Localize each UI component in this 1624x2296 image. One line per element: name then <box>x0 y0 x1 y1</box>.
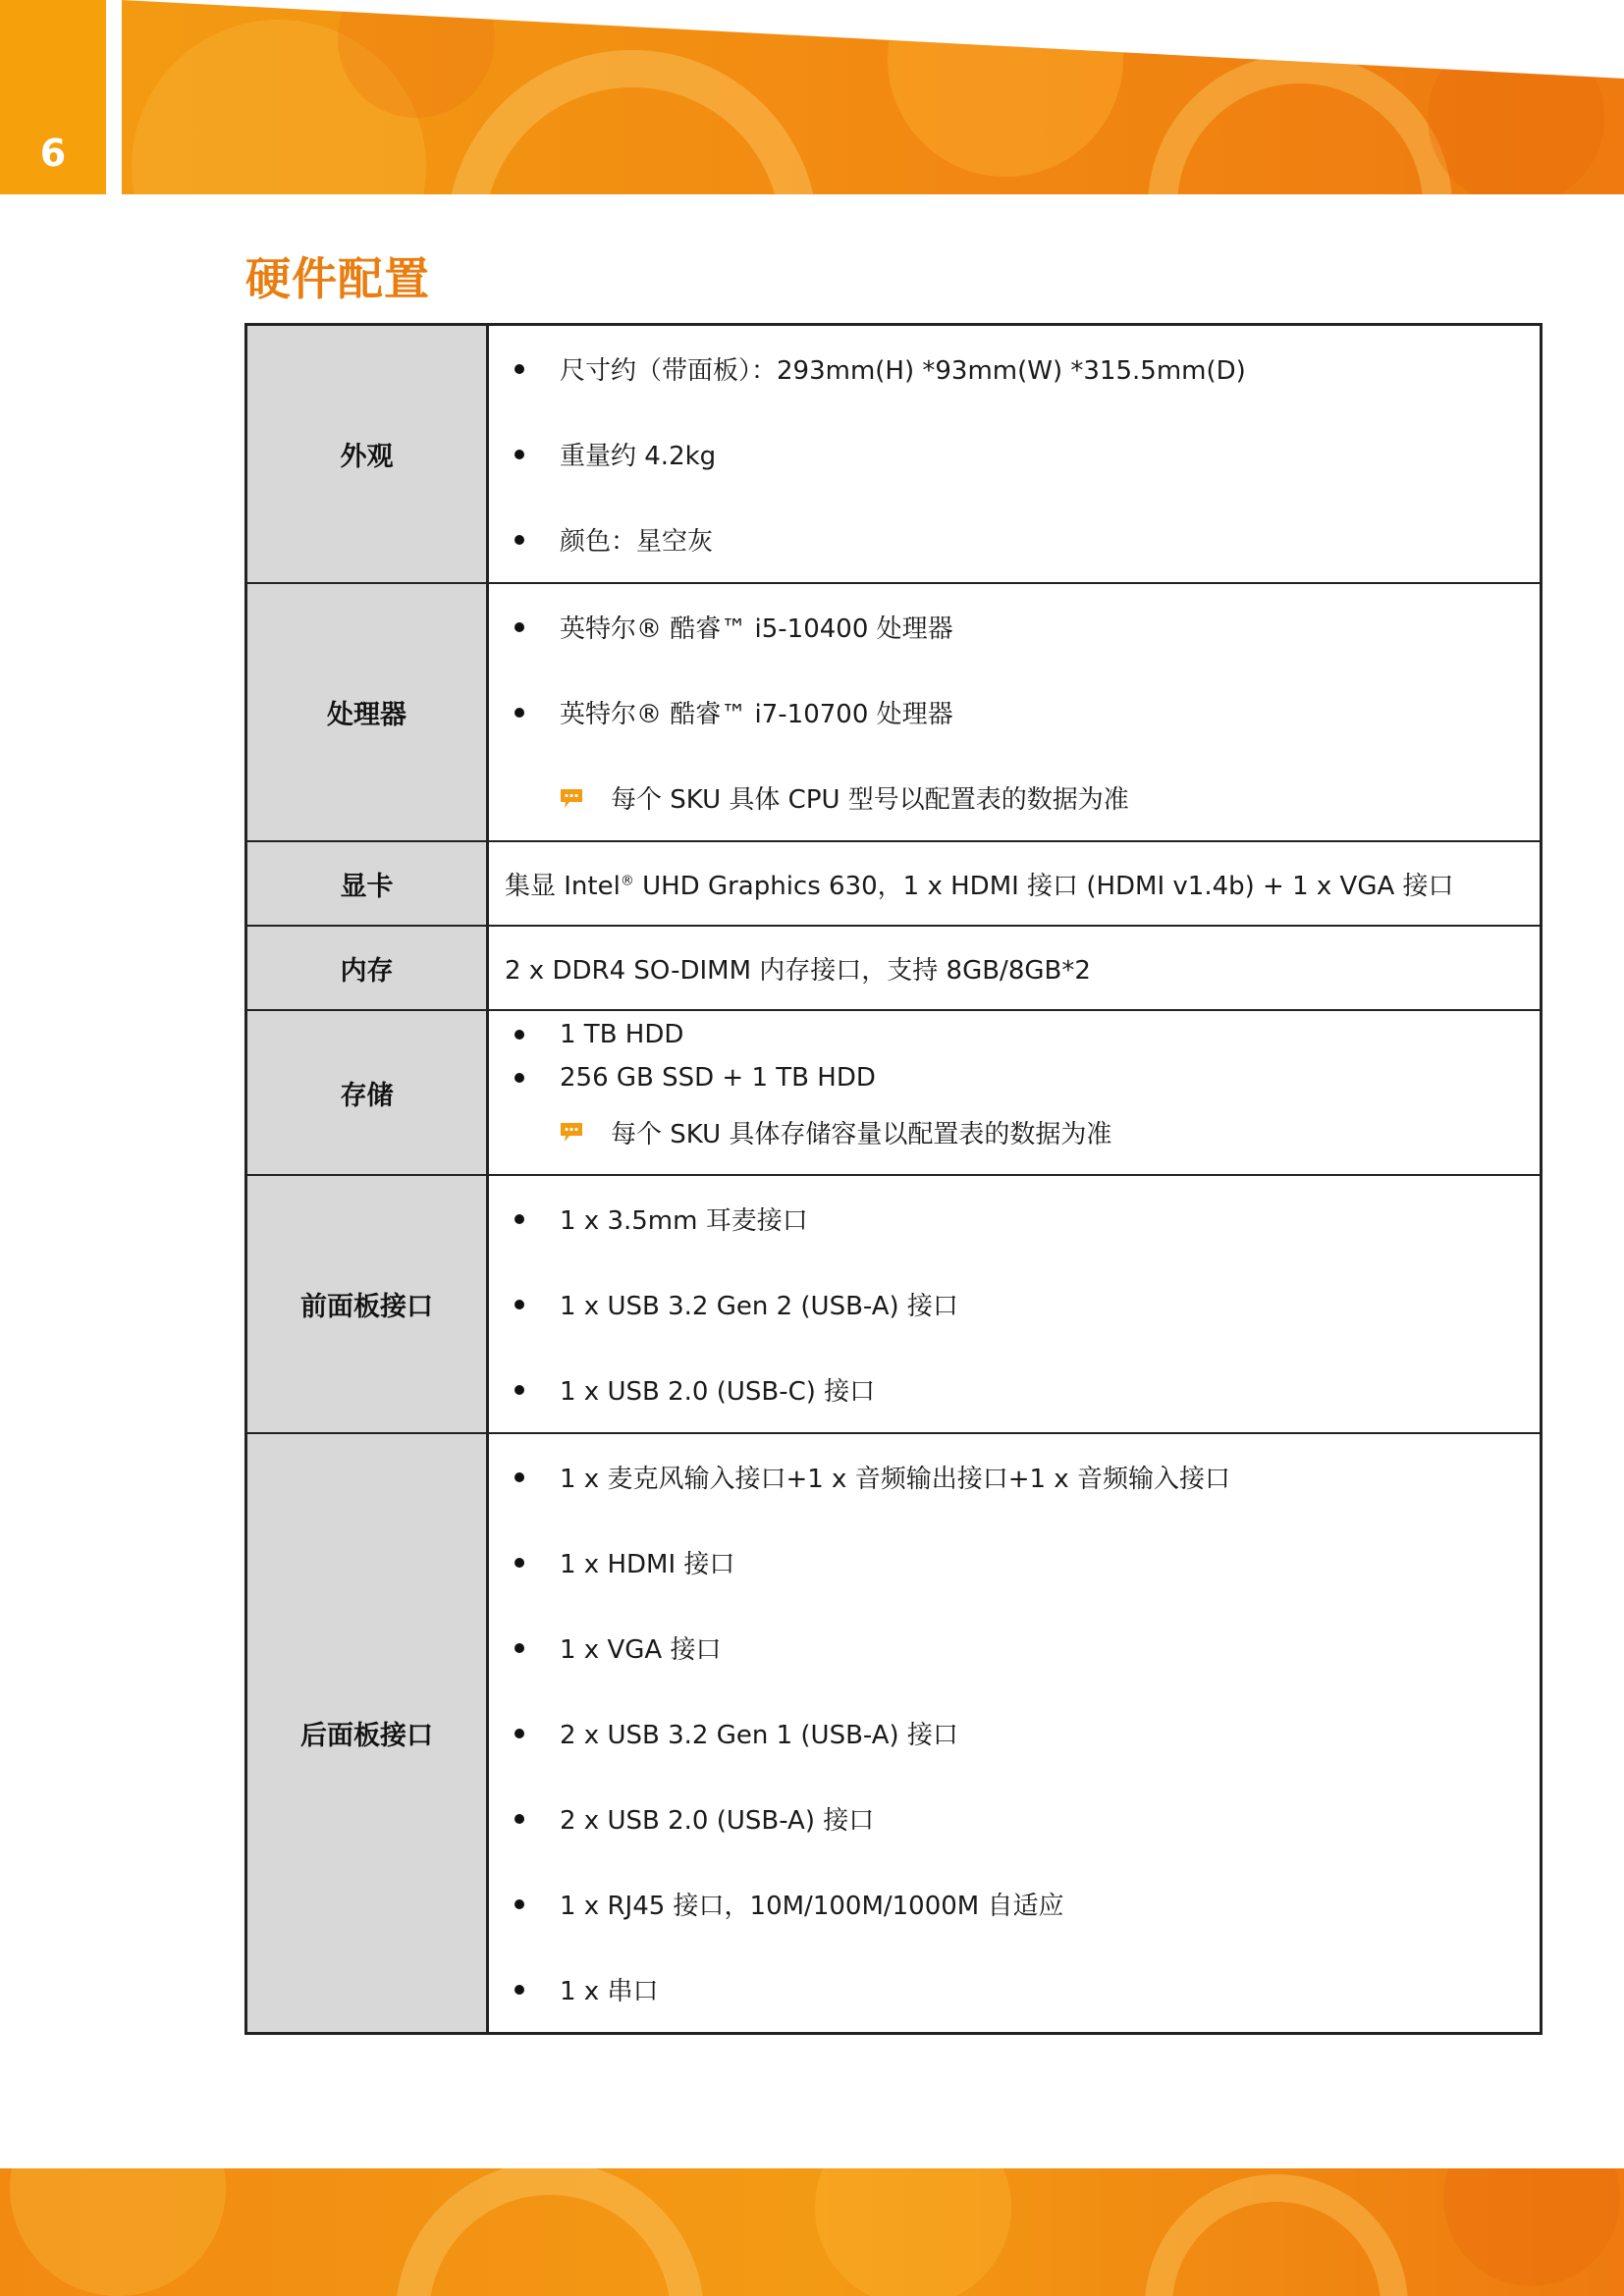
content-rear-ports <box>488 1433 1542 2034</box>
label-memory: 内存 <box>246 926 488 1010</box>
row-appearance <box>246 325 1542 584</box>
row-front-ports <box>246 1175 1542 1433</box>
list-item: 1 x 串口 <box>505 1947 1540 2032</box>
content-graphics <box>488 841 1542 926</box>
graphics-text-b: UHD Graphics 630，1 x HDMI 接口 (HDMI v1.4b) + 1 x VGA 接口 <box>633 871 1454 901</box>
page-number-tab <box>0 0 106 194</box>
note-text: 每个 SKU 具体 CPU 型号以配置表的数据为准 <box>611 785 1129 815</box>
graphics-text-a: 集显 Intel <box>505 871 621 901</box>
list-item: 1 x VGA 接口 <box>505 1605 1540 1690</box>
label-appearance: 外观 <box>246 325 488 584</box>
list-item: 重量约 4.2kg <box>505 411 1540 497</box>
page-number: 6 <box>39 132 67 175</box>
list-item: 1 x USB 2.0 (USB-C) 接口 <box>505 1347 1540 1432</box>
list-item: 1 x 3.5mm 耳麦接口 <box>505 1176 1540 1261</box>
list-item: 英特尔® 酷睿™ i5-10400 处理器 <box>505 584 1540 669</box>
content-front-ports <box>488 1175 1542 1433</box>
list-item: 2 x USB 3.2 Gen 1 (USB-A) 接口 <box>505 1690 1540 1776</box>
list-item: 1 x RJ45 接口，10M/100M/1000M 自适应 <box>505 1861 1540 1947</box>
note-text: 每个 SKU 具体存储容量以配置表的数据为准 <box>611 1119 1112 1149</box>
footer-banner <box>0 2168 1624 2296</box>
section-title: 硬件配置 <box>245 252 430 305</box>
list-item: 尺寸约（带面板）：293mm(H) *93mm(W) *315.5mm(D) <box>505 326 1540 411</box>
row-storage <box>246 1010 1542 1175</box>
list-item: 256 GB SSD + 1 TB HDD <box>505 1056 1540 1099</box>
row-memory <box>246 926 1542 1010</box>
content-storage <box>488 1010 1542 1175</box>
list-item: 1 x USB 3.2 Gen 2 (USB-A) 接口 <box>505 1261 1540 1347</box>
label-processor: 处理器 <box>246 583 488 841</box>
header-banner <box>122 0 1624 194</box>
content-appearance <box>488 325 1542 584</box>
note-icon <box>560 787 583 809</box>
row-processor <box>246 583 1542 841</box>
label-front-ports: 前面板接口 <box>246 1175 488 1433</box>
note-item <box>505 755 1540 840</box>
registered-mark: ® <box>620 872 634 888</box>
content-processor <box>488 583 1542 841</box>
row-rear-ports <box>246 1433 1542 2034</box>
list-item: 颜色：星空灰 <box>505 497 1540 582</box>
list-item: 1 TB HDD <box>505 1013 1540 1056</box>
hardware-spec-table <box>244 323 1543 2035</box>
note-icon <box>560 1121 583 1143</box>
label-storage: 存储 <box>246 1010 488 1175</box>
list-item: 1 x 麦克风输入接口+1 x 音频输出接口+1 x 音频输入接口 <box>505 1434 1540 1520</box>
list-item: 英特尔® 酷睿™ i7-10700 处理器 <box>505 669 1540 755</box>
label-rear-ports: 后面板接口 <box>246 1433 488 2034</box>
list-item: 1 x HDMI 接口 <box>505 1520 1540 1605</box>
list-item: 2 x USB 2.0 (USB-A) 接口 <box>505 1776 1540 1861</box>
note-item <box>505 1099 1540 1164</box>
content-memory: 2 x DDR4 SO-DIMM 内存接口，支持 8GB/8GB*2 <box>488 926 1542 1010</box>
row-graphics <box>246 841 1542 926</box>
label-graphics: 显卡 <box>246 841 488 926</box>
